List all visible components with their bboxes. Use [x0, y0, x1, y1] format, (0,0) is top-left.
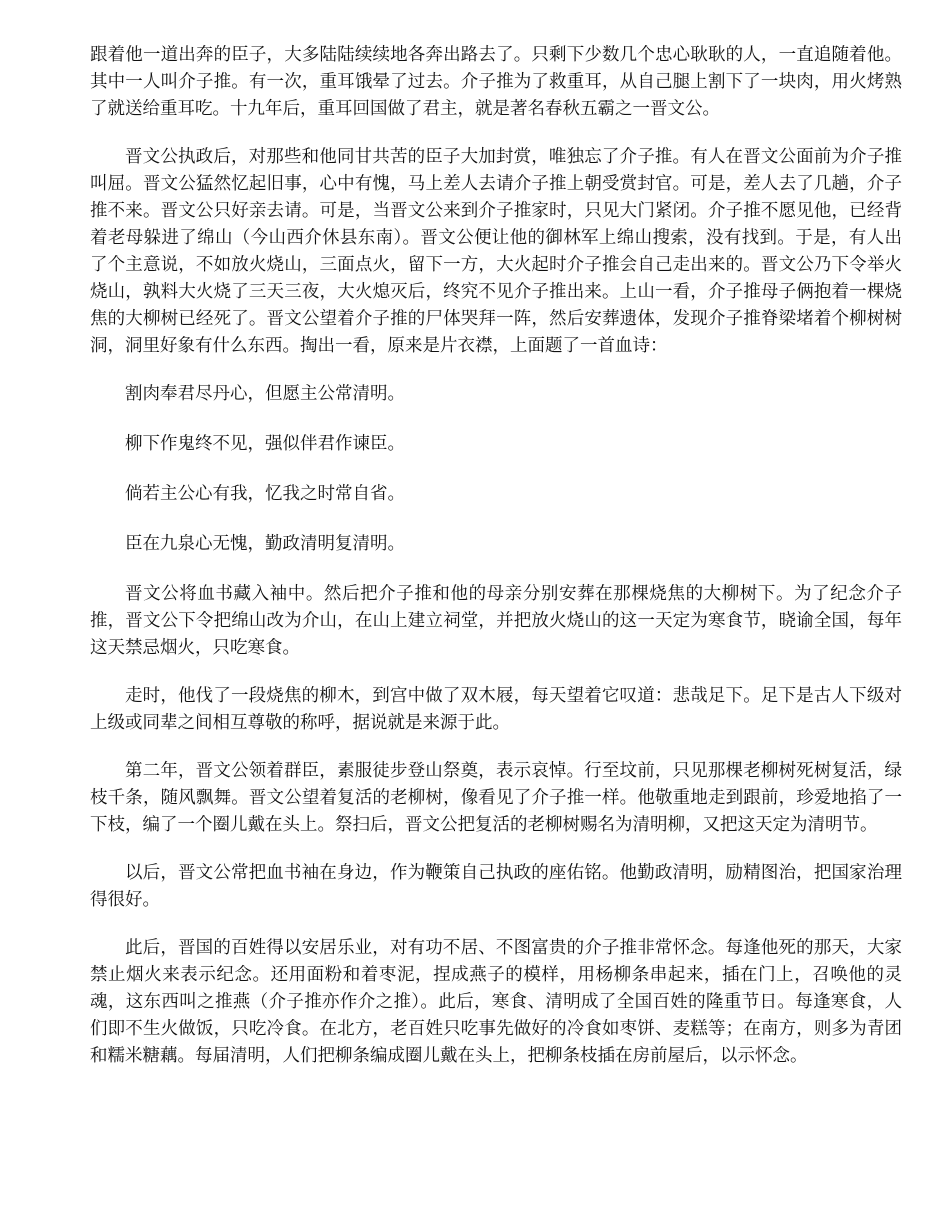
- poem-line-1: 割肉奉君尽丹心，但愿主公常清明。: [125, 384, 405, 404]
- paragraph-7: 此后，晋国的百姓得以安居乐业，对有功不居、不图富贵的介子推非常怀念。每逢他死的那天，大家禁止烟火来表示纪念。还用面粉和着枣泥，捏成燕子的模样，用杨柳条串起来，插在门上，召唤他的灵魂，这东西叫之推燕（介子推亦作介之推）。此后，寒食、清明成了全国百姓的隆重节日。每逢寒食，人们即不生火做饭，只吃冷食。在北方，老百姓只吃事先做好的冷食如枣饼、麦糕等；在南方，则多为青团和糯米糖藕。每届清明，人们把柳条编成圈儿戴在头上，把柳条枝插在房前屋后，以示怀念。: [90, 938, 902, 1066]
- paragraph-2: 晋文公执政后，对那些和他同甘共苦的臣子大加封赏，唯独忘了介子推。有人在晋文公面前为介子推叫屈。晋文公猛然忆起旧事，心中有愧，马上差人去请介子推上朝受赏封官。可是，差人去了几趟，介子推不来。晋文公只好亲去请。可是，当晋文公来到介子推家时，只见大门紧闭。介子推不愿见他，已经背着老母躲进了绵山（今山西介休县东南）。晋文公便让他的御林军上绵山搜索，没有找到。于是，有人出了个主意说，不如放火烧山，三面点火，留下一方，大火起时介子推会自己走出来的。晋文公乃下令举火烧山，孰料大火烧了三天三夜，大火熄灭后，终究不见介子推出来。上山一看，介子推母子俩抱着一棵烧焦的大柳树已经死了。晋文公望着介子推的尸体哭拜一阵，然后安葬遗体，发现介子推脊梁堵着个柳树树洞，洞里好象有什么东西。掏出一看，原来是片衣襟，上面题了一首血诗：: [90, 147, 902, 356]
- paragraph-3: 晋文公将血书藏入袖中。然后把介子推和他的母亲分别安葬在那棵烧焦的大柳树下。为了纪念介子推，晋文公下令把绵山改为介山，在山上建立祠堂，并把放火烧山的这一天定为寒食节，晓谕全国，每年这天禁忌烟火，只吃寒食。: [90, 584, 902, 658]
- paragraph-4: 走时，他伐了一段烧焦的柳木，到宫中做了双木屐，每天望着它叹道：悲哉足下。足下是古人下级对上级或同辈之间相互尊敬的称呼，据说就是来源于此。: [90, 686, 902, 733]
- paragraph-6: 以后，晋文公常把血书袖在身边，作为鞭策自己执政的座佑铭。他勤政清明，励精图治，把国家治理得很好。: [90, 863, 902, 910]
- paragraph-5: 第二年，晋文公领着群臣，素服徒步登山祭奠，表示哀悼。行至坟前，只见那棵老柳树死树复活，绿枝千条，随风飘舞。晋文公望着复活的老柳树，像看见了介子推一样。他敬重地走到跟前，珍爱地掐了一下枝，编了一个圈儿戴在头上。祭扫后，晋文公把复活的老柳树赐名为清明柳，又把这天定为清明节。: [90, 761, 902, 835]
- document-page: [90, 42, 902, 1091]
- poem-line-3: 倘若主公心有我，忆我之时常自省。: [125, 484, 405, 504]
- paragraph-1: 跟着他一道出奔的臣子，大多陆陆续续地各奔出路去了。只剩下少数几个忠心耿耿的人，一直追随着他。其中一人叫介子推。有一次，重耳饿晕了过去。介子推为了救重耳，从自己腿上割下了一块肉，用火烤熟了就送给重耳吃。十九年后，重耳回国做了君主，就是著名春秋五霸之一晋文公。: [90, 45, 902, 119]
- poem-line-4: 臣在九泉心无愧，勤政清明复清明。: [125, 534, 405, 554]
- poem-line-2: 柳下作鬼终不见，强似伴君作谏臣。: [125, 434, 405, 454]
